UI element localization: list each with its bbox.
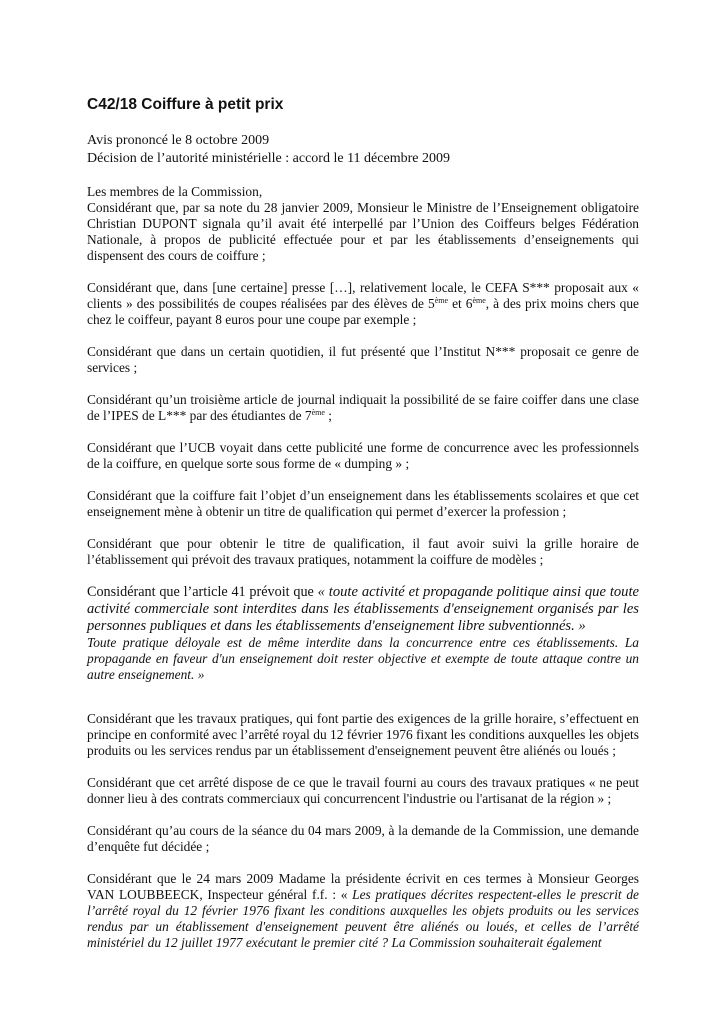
paragraph-4: Considérant qu’un troisième article de journal indiquait la possibilité de se faire coiffer dans une clase de l’IPES de L*** par des étudiantes de 7ème ; (87, 392, 639, 423)
paragraph-8-quote: Toute pratique déloyale est de même interdite dans la concurrence entre ces établissements. La propagande en faveur d'un enseignement doit rester objective et exempte de toute attaque contre un autre enseignement. » (87, 635, 639, 682)
avis-line: Avis prononcé le 8 octobre 2009 (87, 133, 270, 148)
paragraph-10: Considérant que cet arrêté dispose de ce que le travail fourni au cours des travaux pratiques « ne peut donner lieu à des contrats commerciaux qui concurrencent l'industrie ou l'artisanat de la région » ; (87, 775, 639, 806)
paragraph-3: Considérant que dans un certain quotidien, il fut présenté que l’Institut N*** proposait ce genre de services ; (87, 344, 639, 375)
intro-line: Les membres de la Commission, (87, 184, 263, 199)
decision-line: Décision de l’autorité ministérielle : accord le 11 décembre 2009 (87, 151, 450, 166)
document-title: C42/18 Coiffure à petit prix (87, 96, 284, 113)
document-meta (87, 132, 639, 168)
paragraph-11: Considérant qu’au cours de la séance du 04 mars 2009, à la demande de la Commission, une demande d’enquête fut décidée ; (87, 823, 639, 854)
paragraph-6: Considérant que la coiffure fait l’objet d’un enseignement dans les établissements scolaires et que cet enseignement mène à obtenir un titre de qualification qui permet d’exercer la profession ; (87, 488, 639, 519)
paragraph-1: Considérant que, par sa note du 28 janvier 2009, Monsieur le Ministre de l’Enseignement obligatoire Christian DUPONT signala qu’il avait été interpellé par l’Union des Coiffeurs belges Fédération Nationale, à propos de publicité effectuée pour et par les établissements d’enseignements qui dispensent des cours de coiffure ; (87, 200, 639, 263)
document-page (87, 96, 639, 967)
paragraph-7: Considérant que pour obtenir le titre de qualification, il faut avoir suivi la grille horaire de l’établissement qui prévoit des travaux pratiques, notamment la coiffure de modèles ; (87, 536, 639, 567)
paragraph-2: Considérant que, dans [une certaine] presse […], relativement locale, le CEFA S*** proposait aux « clients » des possibilités de coupes réalisées par des élèves de 5ème et 6ème, à des prix moins chers que chez le coiffeur, payant 8 euros pour une coupe par exemple ; (87, 280, 639, 327)
paragraph-5: Considérant que l’UCB voyait dans cette publicité une forme de concurrence avec les professionnels de la coiffure, en quelque sorte sous forme de « dumping » ; (87, 440, 639, 471)
paragraph-12: Considérant que le 24 mars 2009 Madame la présidente écrivit en ces termes à Monsieur Georges VAN LOUBBEECK, Inspecteur général f.f. : « Les pratiques décrites respectent-elles le prescrit de l’arrêté royal du 12 février 1976 fixant les conditions auxquelles les objets produits ou les services rendus par un établissement d'enseignement peuvent être aliénés ou loués, et celles de l’arrêté ministériel du 12 juillet 1977 exécutant le premier cité ? La Commission souhaiterait également (87, 871, 639, 950)
paragraph-8: Considérant que l’article 41 prévoit que « toute activité et propagande politique ainsi que toute activité commerciale sont interdites dans les établissements d'enseignement organisés par les personnes publiques et dans les établissements d'enseignement libre subventionnés. » (87, 584, 640, 634)
paragraph-9: Considérant que les travaux pratiques, qui font partie des exigences de la grille horaire, s’effectuent en principe en conformité avec l’arrêté royal du 12 février 1976 fixant les conditions auxquelles les objets produits ou les services rendus par un établissement d'enseignement peuvent être aliénés ou loués ; (87, 711, 639, 758)
